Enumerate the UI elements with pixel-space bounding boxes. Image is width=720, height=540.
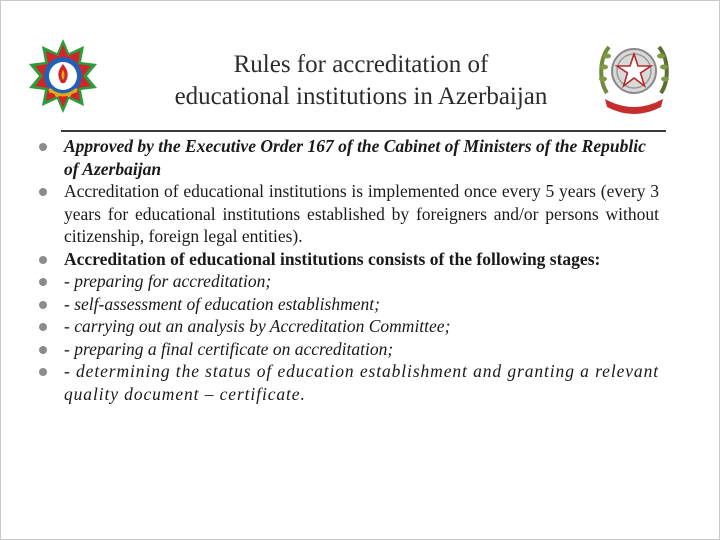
list-item-text: - determining the status of education establishment and granting a relevant quality document – certificate. xyxy=(64,361,659,404)
list-item-stage-3 xyxy=(39,315,659,338)
bullet-icon xyxy=(39,143,47,151)
list-item-stage-2 xyxy=(39,293,659,316)
list-item-text: Accreditation of educational institutions consists of the following stages: xyxy=(64,248,601,269)
italian-republic-emblem-icon xyxy=(593,33,675,117)
bullet-icon xyxy=(39,323,47,331)
slide-title xyxy=(111,49,611,113)
bullet-icon xyxy=(39,278,47,286)
list-item-text: Accreditation of educational institutions is implemented once every 5 years (every 3 years for educational institutions established by foreigners and/or persons without citizenship, foreign legal entities). xyxy=(64,181,659,246)
title-underline xyxy=(61,130,666,132)
bullet-icon xyxy=(39,188,47,196)
list-item-stages xyxy=(39,248,659,271)
list-item-stage-1 xyxy=(39,270,659,293)
list-item-frequency xyxy=(39,180,659,248)
list-item-stage-5 xyxy=(39,360,659,405)
list-item-approval xyxy=(39,135,659,180)
list-item-text: - preparing for accreditation; xyxy=(64,271,272,291)
azerbaijan-coat-of-arms-icon xyxy=(27,37,99,117)
bullet-icon xyxy=(39,256,47,264)
list-item-text: - self-assessment of education establishment; xyxy=(64,293,380,314)
bullet-list xyxy=(39,135,659,405)
list-item-text: - carrying out an analysis by Accreditation Committee; xyxy=(64,316,451,336)
list-item-stage-4 xyxy=(39,338,659,361)
bullet-icon xyxy=(39,346,47,354)
bullet-icon xyxy=(39,301,47,309)
list-item-text: Approved by the Executive Order 167 of the Cabinet of Ministers of the Republic of Azerbaijan xyxy=(64,136,646,179)
title-line-2: educational institutions in Azerbaijan xyxy=(174,83,548,110)
list-item-text: - preparing a final certificate on accreditation; xyxy=(64,338,394,359)
bullet-icon xyxy=(39,368,47,376)
title-line-1: Rules for accreditation of xyxy=(233,51,489,78)
